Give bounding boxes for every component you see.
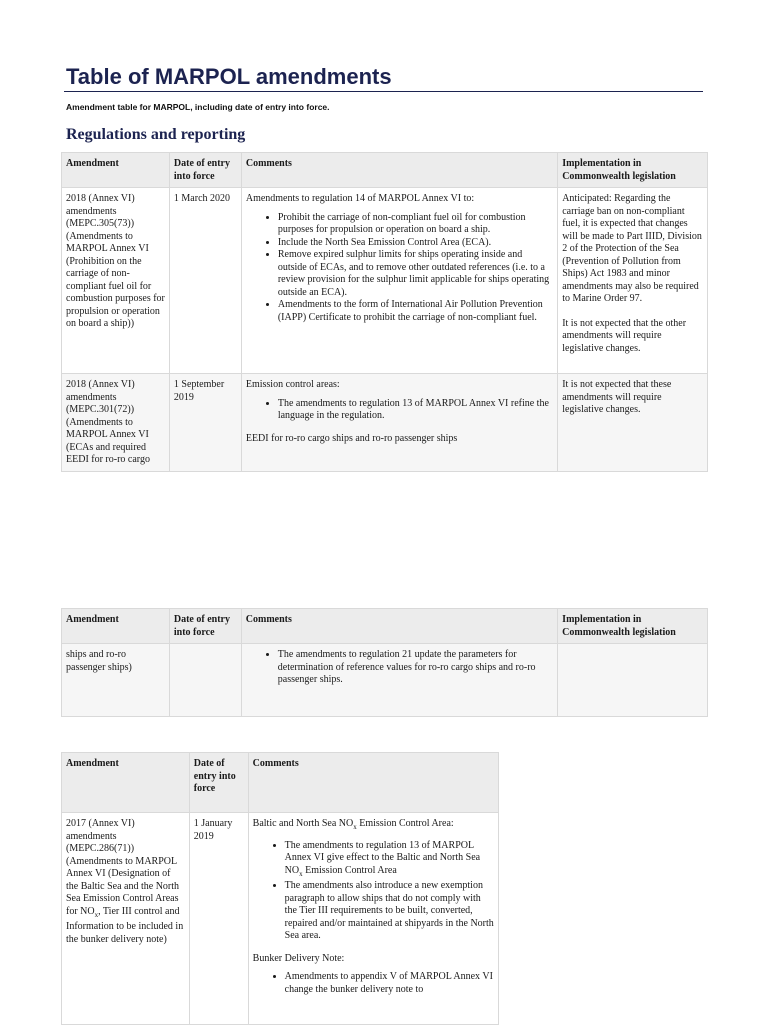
- list-item: • Remove expired sulphur limits for ships operating inside and outside of ECAs, and to remove other outdated references (i.e. to a review provision for the sulphur limit applicable for ships operating outside an ECA).: [278, 249, 553, 299]
- implementation-para: It is not expected that the other amendments will require legislative changes.: [562, 317, 687, 354]
- header-comments: Comments: [241, 153, 557, 188]
- cell-amendment: 2018 (Annex VI) amendments (MEPC.301(72)) (Amendments to MARPOL Annex VI (ECAs and required EEDI for ro-ro cargo: [62, 374, 170, 472]
- list-item: • Prohibit the carriage of non-compliant fuel oil for combustion purposes for propulsion or operation on board a ship.: [278, 212, 553, 237]
- cell-implementation: [558, 644, 708, 717]
- cell-comments: [241, 644, 557, 717]
- amendments-table-1: [61, 152, 708, 472]
- header-date: Date of entry into force: [169, 153, 241, 188]
- table-row: [62, 188, 708, 374]
- list-item: [285, 840, 494, 881]
- list-item: • Include the North Sea Emission Control Area (ECA).: [278, 237, 553, 250]
- cell-comments: [248, 813, 498, 1025]
- header-amendment: Amendment: [62, 153, 170, 188]
- cell-date: [169, 644, 241, 717]
- comments-intro: Emission control areas:: [245, 379, 340, 390]
- list-item-text: The amendments to regulation 13 of MARPOL Annex VI give effect to the Baltic and North Sea NO: [284, 839, 481, 876]
- amendment-text: 2017 (Annex VI) amendments (MEPC.286(71)) (Amendments to MARPOL Annex VI (Designation of the Baltic Sea and the North Sea Emission Control Areas for NO: [66, 818, 180, 917]
- header-amendment: Amendment: [62, 609, 170, 644]
- table-row: [62, 374, 708, 472]
- title-divider: [64, 91, 703, 92]
- header-date: Date of entry into force: [169, 609, 241, 644]
- comments-list: [246, 398, 553, 423]
- amendment-text: , Tier III control and Information to be included in the bunker delivery note): [66, 905, 184, 945]
- comments-subheading: Bunker Delivery Note:: [252, 952, 345, 964]
- comments-intro-text: Emission Control Area:: [356, 818, 454, 829]
- list-item-text: Emission Control Area: [302, 864, 397, 876]
- subscript-x: x: [299, 869, 303, 878]
- cell-date: 1 March 2020: [169, 188, 241, 374]
- subscript-x: x: [353, 823, 357, 831]
- comments-intro: [253, 818, 494, 834]
- comments-list: [246, 649, 553, 687]
- list-item: • The amendments to regulation 13 of MARPOL Annex VI refine the language in the regulation.: [278, 398, 553, 423]
- cell-amendment: ships and ro-ro passenger ships): [62, 644, 170, 717]
- implementation-para: Anticipated: Regarding the carriage ban on non-compliant fuel, it is expected that changes will be made to Part IIID, Division 2 of the Protection of the Sea (Prevention of Pollution from Ships) Act 1983 and minor amendments may also be required to Marine Order 97.: [562, 193, 702, 304]
- header-implementation: Implementation in Commonwealth legislation: [558, 153, 708, 188]
- header-implementation: Implementation in Commonwealth legislation: [558, 609, 708, 644]
- amendments-table-2: [61, 608, 708, 717]
- cell-comments: [241, 188, 557, 374]
- list-item: • The amendments to regulation 21 update the parameters for determination of reference values for ro-ro cargo ships and ro-ro passenger ships.: [278, 649, 553, 687]
- comments-intro: Amendments to regulation 14 of MARPOL Annex VI to:: [245, 193, 475, 204]
- table-header-row: [62, 609, 708, 644]
- comments-list: [253, 971, 494, 996]
- cell-implementation: [558, 188, 708, 374]
- header-comments: Comments: [248, 753, 498, 813]
- comments-intro-text: Baltic and North Sea NO: [252, 818, 354, 829]
- table-row: [62, 813, 499, 1025]
- page-title: Table of MARPOL amendments: [66, 64, 392, 89]
- comments-subheading: EEDI for ro-ro cargo ships and ro-ro passenger ships: [245, 432, 458, 444]
- subscript-x: x: [94, 910, 99, 919]
- list-item: • Amendments to appendix V of MARPOL Annex VI change the bunker delivery note to: [285, 971, 494, 996]
- comments-list: [246, 212, 553, 325]
- header-amendment: Amendment: [62, 753, 190, 813]
- table-header-row: [62, 153, 708, 188]
- list-item: • The amendments also introduce a new exemption paragraph to allow ships that do not comply with the Tier III requirements to be built, converted, repaired and/or maintained at shipyards in the North Sea area.: [285, 880, 494, 943]
- cell-date: 1 January 2019: [189, 813, 248, 1025]
- intro-text: Amendment table for MARPOL, including date of entry into force.: [66, 102, 330, 112]
- cell-implementation: It is not expected that these amendments will require legislative changes.: [558, 374, 708, 472]
- cell-amendment: 2018 (Annex VI) amendments (MEPC.305(73)) (Amendments to MARPOL Annex VI (Prohibition on the carriage of non-compliant fuel oil for combustion purposes for propulsion or operation on board a ship)): [62, 188, 170, 374]
- table-row: [62, 644, 708, 717]
- cell-date: 1 September 2019: [169, 374, 241, 472]
- header-comments: Comments: [241, 609, 557, 644]
- list-item: • Amendments to the form of International Air Pollution Prevention (IAPP) Certificate to prohibit the carriage of non-compliant fuel.: [278, 299, 553, 324]
- cell-amendment: [62, 813, 190, 1025]
- amendments-table-3: [61, 752, 499, 1025]
- cell-comments: [241, 374, 557, 472]
- table-header-row: [62, 753, 499, 813]
- comments-list: [253, 840, 494, 943]
- header-date: Date of entry into force: [189, 753, 248, 813]
- section-heading: Regulations and reporting: [66, 126, 246, 143]
